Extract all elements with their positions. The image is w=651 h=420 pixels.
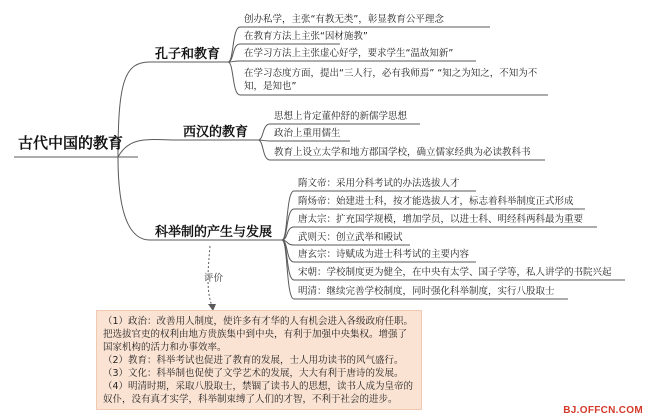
leaf-confucius-3: 在学习方法上主张虚心好学，要求学生“温故知新”: [244, 48, 454, 59]
leaf-confucius-4: 在学习态度方面，提出“三人行，必有我师焉” “知之为知之，不知为不知，是知也”: [244, 68, 538, 92]
note-item-2: （2）教育：科举考试也促进了教育的发展，士人用功读书的风气盛行。: [103, 355, 404, 366]
branch-western-han: 西汉的教育: [183, 125, 249, 140]
note-item-1: （1）政治：改善用人制度，使许多有才华的人有机会进入各级政府任职。把选拔官吏的权利由地方贵族集中到中央，有利于加强中央集权。增强了国家机构的活力和办事效率。: [103, 316, 414, 353]
leaf-exam-2: 隋炀帝：始建进士科，按才能选拔人才，标志着科举制度正式形成: [298, 196, 574, 207]
leaf-exam-4: 武则天：创立武举和殿试: [298, 232, 403, 243]
watermark-text: BJ.OFFCN.COM: [563, 405, 643, 416]
leaf-exam-3: 唐太宗：扩充国学规模，增加学员，以进士科、明经科两科最为重要: [298, 214, 584, 225]
leaf-han-3: 教育上设立太学和地方郡国学校，确立儒家经典为必读教科书: [274, 147, 531, 158]
leaf-confucius-1: 创办私学，主张“有教无类”，彰显教育公平理念: [244, 14, 444, 25]
evaluation-label: 评价: [204, 273, 224, 284]
leaf-han-2: 政治上重用儒生: [274, 128, 341, 139]
leaf-exam-5: 唐玄宗：诗赋成为进士科考试的主要内容: [298, 249, 470, 260]
leaf-confucius-2: 在教育方法上主张“因材施教”: [244, 31, 368, 42]
leaf-exam-7: 明清：继续完善学校制度，同时强化科举制度，实行八股取士: [298, 286, 555, 297]
evaluation-note: [96, 310, 422, 410]
leaf-han-1: 思想上肯定董仲舒的新儒学思想: [274, 111, 408, 122]
root-topic: 古代中国的教育: [18, 134, 124, 152]
leaf-exam-6: 宋朝：学校制度更为健全，在中央有太学、国子学等，私人讲学的书院兴起: [298, 267, 612, 278]
leaf-exam-1: 隋文帝：采用分科考试的办法选拔人才: [298, 178, 460, 189]
branch-confucius: 孔子和教育: [155, 47, 221, 62]
note-item-3: （3）文化：科举制也促使了文学艺术的发展，大大有利于唐诗的发展。: [103, 368, 404, 379]
note-item-4: （4）明清时期，采取八股取士，禁锢了读书人的思想，读书人成为皇帝的奴仆，没有真才实学，科举制束缚了人们的才智，不利于社会的进步。: [103, 381, 414, 405]
branch-imperial-exam: 科举制的产生与发展: [155, 225, 273, 240]
